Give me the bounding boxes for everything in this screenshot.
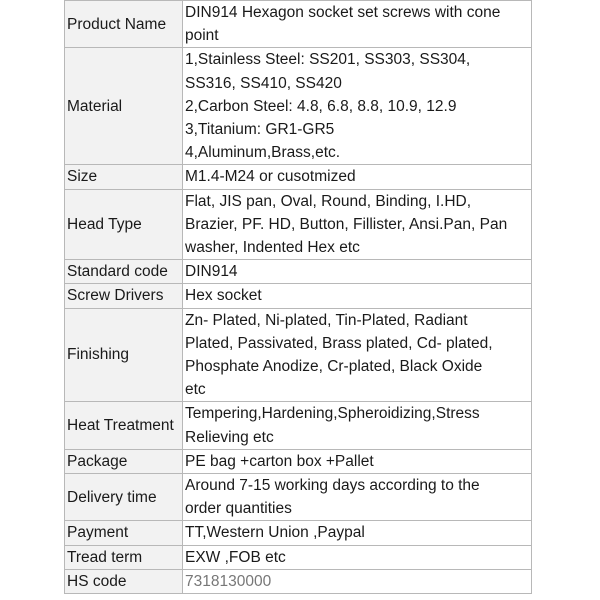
- spec-value-line: point: [185, 27, 219, 45]
- spec-row: [65, 402, 532, 449]
- spec-label: Heat Treatment: [65, 402, 183, 449]
- spec-label: Head Type: [65, 189, 183, 260]
- spec-row: [65, 521, 532, 545]
- spec-value-line: 4,Aluminum,Brass,etc.: [185, 144, 341, 162]
- spec-label: HS code: [65, 569, 183, 593]
- spec-label: Payment: [65, 521, 183, 545]
- spec-label: Delivery time: [65, 474, 183, 521]
- spec-value: [183, 402, 532, 449]
- spec-label: Standard code: [65, 260, 183, 284]
- spec-value: [183, 569, 532, 593]
- spec-value: [183, 189, 532, 260]
- spec-value-line: 1,Stainless Steel: SS201, SS303, SS304,: [185, 51, 471, 69]
- spec-value-line: SS316, SS410, SS420: [185, 74, 342, 92]
- spec-value-line: Zn- Plated, Ni-plated, Tin-Plated, Radiant: [185, 311, 468, 329]
- spec-value: [183, 521, 532, 545]
- spec-value-line: Tempering,Hardening,Spheroidizing,Stress: [185, 405, 480, 423]
- spec-row: [65, 449, 532, 473]
- spec-value-line: Flat, JIS pan, Oval, Round, Binding, I.HD,: [185, 192, 472, 210]
- spec-value: [183, 260, 532, 284]
- spec-value: [183, 474, 532, 521]
- spec-value-line: EXW ,FOB etc: [185, 548, 286, 566]
- spec-value-line: 2,Carbon Steel: 4.8, 6.8, 8.8, 10.9, 12.9: [185, 97, 457, 115]
- spec-value-line: Plated, Passivated, Brass plated, Cd- plated,: [185, 334, 493, 352]
- spec-value: [183, 449, 532, 473]
- spec-row: [65, 545, 532, 569]
- spec-row: [65, 308, 532, 402]
- spec-value: [183, 545, 532, 569]
- spec-row: [65, 48, 532, 165]
- spec-row: [65, 1, 532, 48]
- spec-value-line: DIN914 Hexagon socket set screws with cone: [185, 4, 501, 21]
- spec-value: [183, 284, 532, 308]
- spec-value-line: order quantities: [185, 500, 292, 518]
- spec-value: [183, 165, 532, 189]
- spec-label: Screw Drivers: [65, 284, 183, 308]
- spec-row: [65, 284, 532, 308]
- spec-value-line: etc: [185, 381, 206, 399]
- spec-value-line: washer, Indented Hex etc: [185, 239, 360, 257]
- spec-value: [183, 1, 532, 48]
- spec-label: Product Name: [65, 1, 183, 48]
- product-spec-table: [64, 0, 532, 594]
- spec-label: Package: [65, 449, 183, 473]
- spec-label: Finishing: [65, 308, 183, 402]
- spec-value-line: Brazier, PF. HD, Button, Fillister, Ansi.Pan, Pan: [185, 215, 508, 233]
- spec-row: [65, 189, 532, 260]
- spec-value-line: PE bag +carton box +Pallet: [185, 452, 374, 470]
- spec-value-line: Hex socket: [185, 287, 262, 305]
- spec-row: [65, 474, 532, 521]
- spec-value-line: TT,Western Union ,Paypal: [185, 524, 365, 542]
- spec-row: [65, 260, 532, 284]
- spec-value: [183, 308, 532, 402]
- spec-value-line: Around 7-15 working days according to the: [185, 477, 480, 495]
- spec-table-body: [65, 1, 532, 594]
- spec-value-line: Relieving etc: [185, 428, 274, 446]
- spec-row: [65, 569, 532, 593]
- spec-row: [65, 165, 532, 189]
- spec-value-line: DIN914: [185, 263, 238, 281]
- spec-label: Size: [65, 165, 183, 189]
- spec-value-line: M1.4-M24 or cusotmized: [185, 168, 356, 186]
- spec-label: Material: [65, 48, 183, 165]
- spec-value: [183, 48, 532, 165]
- spec-value-line: Phosphate Anodize, Cr-plated, Black Oxide: [185, 358, 483, 376]
- spec-label: Tread term: [65, 545, 183, 569]
- spec-value-line: 3,Titanium: GR1-GR5: [185, 121, 335, 139]
- spec-value-line: 7318130000: [185, 572, 272, 590]
